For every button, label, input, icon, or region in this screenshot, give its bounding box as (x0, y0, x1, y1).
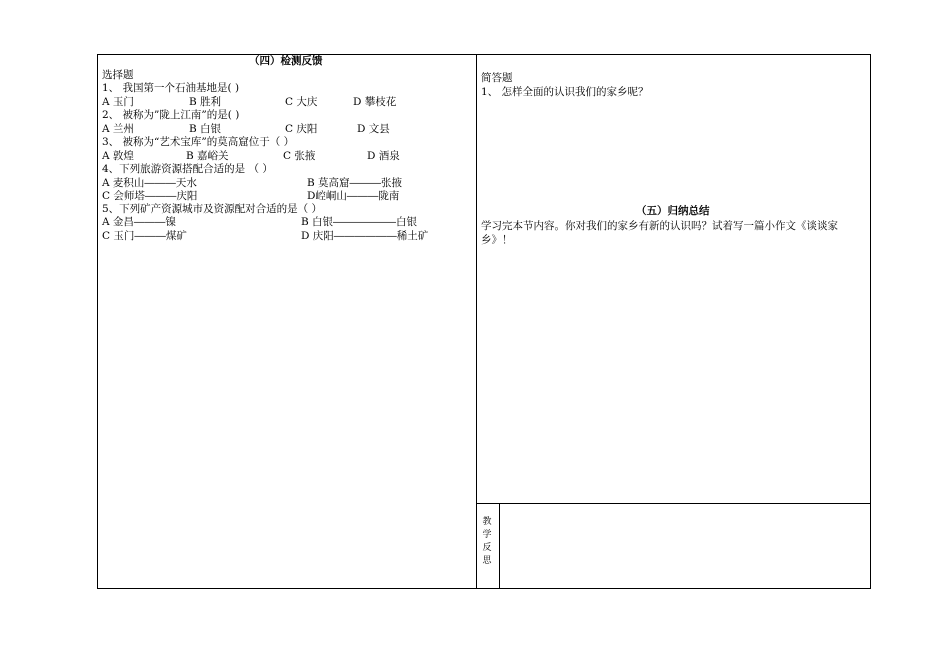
summary-text: 学习完本节内容。你对我们的家乡有新的认识吗？试着写一篇小作文《谈谈家乡》！ (481, 220, 838, 246)
question-2: 2、 被称为”陇上江南”的是( ) (102, 109, 240, 121)
q3-option-b: B 嘉峪关 (186, 150, 229, 162)
short-answer-question-1: 1、 怎样全面的认识我们的家乡呢？ (481, 86, 649, 98)
multiple-choice-heading: 选择题 (102, 69, 134, 81)
reflection-label (482, 516, 492, 568)
q4-option-d: D崆峒山―――陇南 (307, 190, 400, 202)
q3-option-d: D 酒泉 (367, 150, 400, 162)
q1-option-d: D 攀枝花 (353, 96, 397, 108)
question-1: 1、 我国第一个石油基地是( ) (102, 82, 240, 94)
question-5: 5、下列矿产资源城市及资源配对合适的是（ ） (102, 203, 323, 215)
q5-option-c: C 玉门―――煤矿 (102, 230, 187, 242)
reflection-char: 教 (482, 517, 492, 527)
q4-option-c: C 会师塔―――庆阳 (102, 190, 198, 202)
q2-option-c: C 庆阳 (285, 123, 318, 135)
column-divider (476, 54, 477, 589)
q1-option-a: A 玉门 (102, 96, 134, 108)
reflection-char: 学 (482, 530, 492, 540)
q5-option-d: D 庆阳――――――稀土矿 (301, 230, 429, 242)
q2-option-b: B 白银 (189, 123, 222, 135)
reflection-char: 思 (482, 556, 492, 566)
reflection-char: 反 (482, 543, 492, 553)
section-title-summary: （五）归纳总结 (636, 205, 710, 217)
short-answer-heading: 简答题 (481, 72, 513, 84)
section-title-feedback: （四）检测反馈 (249, 55, 323, 67)
q4-option-a: A 麦积山―――天水 (102, 177, 197, 189)
q1-option-c: C 大庆 (285, 96, 318, 108)
q3-option-a: A 敦煌 (102, 150, 134, 162)
q5-option-b: B 白银――――――白银 (301, 216, 418, 228)
q2-option-a: A 兰州 (102, 123, 134, 135)
q3-option-c: C 张掖 (283, 150, 316, 162)
reflection-writing-area[interactable] (500, 504, 870, 588)
q1-option-b: B 胜利 (189, 96, 222, 108)
question-3: 3、 被称为“艺术宝库”的莫高窟位于（ ） (102, 136, 295, 148)
q4-option-b: B 莫高窟―――张掖 (307, 177, 403, 189)
q5-option-a: A 金昌―――镍 (102, 216, 176, 228)
q2-option-d: D 文县 (357, 123, 390, 135)
question-4: 4、下列旅游资源搭配合适的是 （ ） (102, 163, 273, 175)
